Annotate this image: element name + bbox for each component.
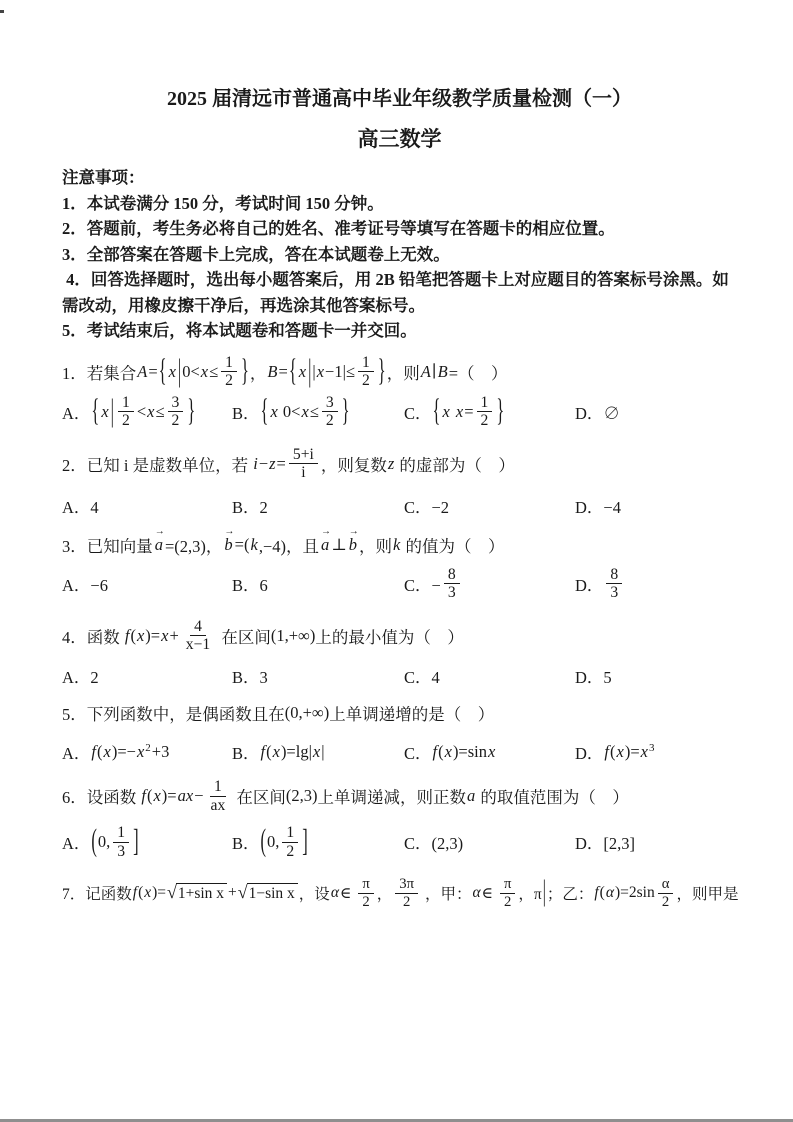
math-big: | — [308, 351, 312, 388]
math-mt: C．− — [404, 575, 441, 595]
math-num: 8 — [444, 566, 460, 585]
math-big: } — [496, 391, 505, 428]
math-mt: A． — [62, 743, 91, 763]
math-mv: f — [604, 741, 610, 761]
math-mt: 1．若集合 — [62, 363, 137, 383]
math-frac — [606, 566, 622, 602]
question-5-option-d — [575, 740, 737, 764]
question-3-option-d — [575, 566, 737, 602]
math-mt: ∣ — [431, 361, 437, 381]
math-mv: f — [594, 884, 599, 902]
notice-item-4: 4．回答选择题时，选出每小题答案后，用 2B 铅笔把答题卡上对应题目的答案标号涂黑。如需改动，用橡皮擦干净后，再选涂其他答案标号。 — [62, 270, 729, 315]
math-den: 2 — [325, 412, 334, 430]
math-num: 3π — [395, 876, 418, 893]
question-4-options — [62, 664, 737, 688]
math-den: 2 — [503, 893, 512, 910]
math-mt: C．−2 — [404, 497, 450, 517]
math-big: { — [91, 391, 100, 428]
math-mv: x — [200, 361, 209, 381]
question-4-option-b — [232, 664, 404, 688]
math-vec: → b — [349, 535, 357, 555]
math-mt: )= — [145, 625, 161, 645]
question-7-stem — [62, 876, 737, 910]
math-mv: A — [420, 361, 431, 381]
math-mv: x — [488, 741, 496, 761]
math-mt: 2．已知 i 是虚数单位，若 — [62, 455, 253, 475]
math-mt: D． — [575, 743, 604, 763]
question-6-option-d — [575, 830, 737, 854]
notice-heading: 注意事项： — [62, 168, 145, 187]
math-den: 2 — [402, 893, 411, 910]
math-mv: x — [301, 401, 309, 421]
math-mv: x — [442, 401, 450, 421]
math-mt: ，则复数 — [320, 455, 387, 475]
math-mt: B． — [232, 403, 260, 423]
question-5-stem — [62, 700, 737, 726]
math-mt: ∈ — [481, 884, 497, 902]
math-mv: f — [132, 884, 138, 902]
math-mt: C． — [404, 743, 432, 763]
math-mv: B — [437, 361, 448, 381]
math-den: 2 — [225, 372, 233, 390]
question-2 — [62, 446, 737, 518]
question-2-options — [62, 494, 737, 518]
math-mt: | — [312, 361, 316, 381]
math-frac — [358, 876, 373, 910]
math-den: 2 — [480, 412, 489, 430]
math-num: α — [658, 876, 674, 893]
math-mv: f — [432, 741, 438, 761]
math-frac — [322, 394, 338, 430]
math-big: ( — [91, 822, 97, 859]
math-mt: (1,+∞) — [270, 625, 316, 645]
math-big: | — [110, 391, 114, 428]
question-7 — [62, 876, 737, 910]
math-num: 3 — [168, 394, 184, 413]
math-mt: 的值为（ ） — [401, 536, 505, 556]
math-mt: 的虚部为（ ） — [395, 455, 515, 475]
math-mt: ，则 — [386, 363, 420, 383]
math-mt: −1|≤ — [325, 361, 355, 381]
question-4 — [62, 618, 737, 688]
math-mv: i — [253, 453, 258, 473]
page-title: 2025 届清远市普通高中毕业年级教学质量检测（一） — [167, 88, 632, 110]
math-mt: A．2 — [62, 667, 99, 687]
math-mt: ≤ — [209, 361, 219, 381]
math-big: } — [377, 351, 386, 388]
question-1 — [62, 351, 737, 430]
question-3-option-a — [62, 572, 232, 596]
question-2-option-d — [575, 494, 737, 518]
math-big: { — [432, 391, 441, 428]
math-sign: √ — [167, 882, 177, 903]
math-frac — [207, 778, 230, 814]
math-mv: α — [472, 884, 481, 902]
math-mt: =（ ） — [448, 363, 508, 383]
math-mv: f — [124, 625, 130, 645]
math-mt: ；乙： — [546, 886, 594, 904]
math-num: 1 — [282, 824, 298, 843]
math-den: 3 — [447, 584, 456, 602]
math-mt: ≤ — [309, 401, 319, 421]
math-vec: → b — [224, 535, 232, 555]
math-mt: 在区间 — [217, 627, 271, 647]
math-mt: ，设 — [298, 886, 330, 904]
math-mt: < — [136, 401, 147, 421]
math-num: 1 — [221, 354, 237, 373]
math-mv: A — [137, 361, 148, 381]
question-1-option-c — [404, 391, 575, 430]
math-mt: +3 — [151, 741, 170, 761]
notice-item-1: 1．本试卷满分 150 分，考试时间 150 分钟。 — [62, 193, 384, 213]
math-num: 1 — [477, 394, 493, 413]
math-mv: k — [393, 534, 401, 554]
math-frac — [289, 446, 318, 482]
question-5-options — [62, 740, 737, 764]
math-mv: x — [136, 625, 145, 645]
math-mt: ( — [266, 741, 272, 761]
math-mt: ∈ — [339, 884, 356, 902]
math-mt: ( — [438, 741, 444, 761]
math-sqrt — [167, 883, 227, 903]
math-mt: ，则 — [359, 536, 393, 556]
math-sbody: 1+sin x — [176, 883, 227, 903]
math-den: 2 — [661, 893, 670, 910]
math-mv: $x^3$ — [640, 741, 655, 761]
math-mt: D．[2,3] — [575, 834, 636, 854]
math-mt: 0< — [278, 401, 301, 421]
math-frac — [168, 394, 184, 430]
math-mv: f — [91, 741, 97, 761]
question-6-option-c — [404, 830, 575, 854]
math-num: π — [358, 876, 373, 893]
math-vec: → a — [321, 535, 329, 555]
question-1-option-b — [232, 391, 404, 430]
math-mt: ( — [599, 884, 605, 902]
math-mv: x — [103, 741, 111, 761]
math-big: | — [177, 351, 182, 388]
math-mt: C．(2,3) — [404, 834, 464, 854]
math-den: 2 — [171, 412, 180, 430]
question-6-stem — [62, 778, 737, 814]
math-mv: x — [272, 741, 280, 761]
math-den: ax — [210, 796, 226, 814]
math-mv: x — [144, 884, 152, 902]
math-mt: ( — [138, 884, 144, 902]
math-mv: z — [269, 453, 276, 473]
math-mt: = — [278, 361, 288, 381]
math-mt: ，π — [518, 886, 542, 904]
math-sqrt — [238, 883, 298, 903]
math-mt: 在区间 — [232, 788, 286, 808]
math-mt: = — [464, 401, 474, 421]
math-mv: f — [260, 741, 266, 761]
math-mv: B — [267, 361, 278, 381]
math-den: 2 — [286, 842, 295, 860]
math-mt: ( — [97, 741, 103, 761]
math-mt: A． — [62, 834, 91, 854]
math-frac — [477, 394, 493, 430]
question-2-option-b — [232, 494, 404, 518]
math-den: i — [301, 464, 306, 482]
question-1-stem — [62, 351, 737, 390]
question-2-option-a — [62, 494, 232, 518]
math-mt: − — [194, 786, 204, 806]
math-mv: x — [312, 741, 321, 761]
math-mt: B．2 — [232, 497, 268, 517]
page-subtitle: 高三数学 — [357, 127, 442, 151]
math-mt: B． — [232, 743, 260, 763]
math-mt: )= — [161, 786, 177, 806]
question-4-stem — [62, 618, 737, 654]
math-frac — [395, 876, 418, 910]
left-edge-scan-mark — [0, 10, 4, 13]
notice-item-2: 2．答题前，考生务必将自己的姓名、准考证号等填写在答题卡的相应位置。 — [62, 219, 615, 238]
math-sign: √ — [237, 882, 248, 903]
math-mt: 的取值范围为（ ） — [476, 788, 629, 808]
math-mv: α — [605, 884, 614, 902]
math-big: } — [187, 391, 196, 428]
question-1-option-d — [575, 400, 737, 424]
question-4-option-c — [404, 664, 575, 688]
math-mt: =(2,3)， — [165, 536, 223, 556]
math-mv: x — [147, 401, 155, 421]
math-mv: x — [270, 401, 278, 421]
question-5 — [62, 700, 737, 764]
math-mt: D．−4 — [575, 497, 621, 517]
math-mt: 0, — [97, 832, 111, 852]
math-den: 3 — [610, 584, 619, 602]
question-3-stem — [62, 526, 737, 558]
math-frac — [282, 824, 298, 860]
math-den: 3 — [117, 842, 126, 860]
math-mv: x — [316, 361, 325, 381]
question-6 — [62, 778, 737, 860]
math-mt: )=− — [111, 741, 136, 761]
math-mt: 7．记函数 — [62, 886, 132, 904]
math-mt: − — [258, 453, 269, 473]
math-mt: | — [321, 741, 325, 761]
question-2-option-c — [404, 494, 575, 518]
math-mt: + — [228, 884, 237, 902]
math-mt: (0,+∞) — [284, 702, 330, 722]
question-4-option-d — [575, 664, 737, 688]
math-big: } — [241, 351, 249, 388]
math-mv: x — [444, 741, 452, 761]
math-mt: 上单调递减，则正数 — [317, 788, 467, 808]
notice-item-3: 3．全部答案在答题卡上完成，答在本试题卷上无效。 — [62, 244, 450, 264]
math-sup: 3 — [648, 741, 655, 754]
math-mt: D．5 — [575, 667, 612, 687]
math-mt: B． — [232, 834, 260, 854]
math-big: } — [341, 391, 350, 428]
math-mt: B．6 — [232, 575, 268, 595]
math-big: ( — [260, 822, 267, 859]
question-3-options — [62, 566, 737, 602]
math-mt: 5．下列函数中，是偶函数且在 — [62, 704, 285, 724]
math-mt: ，则甲是 — [676, 886, 739, 904]
math-mt: ( — [146, 786, 153, 806]
math-mt: =( — [234, 534, 250, 554]
math-mt: ，甲： — [421, 886, 472, 904]
math-mt: )=2sin — [614, 884, 655, 902]
question-6-option-a — [62, 824, 232, 860]
math-frac — [658, 876, 674, 910]
math-big: | — [542, 875, 546, 908]
question-3-option-c — [404, 566, 575, 602]
math-mt: ( — [610, 741, 616, 761]
math-big: ] — [302, 822, 308, 859]
math-mt: 4．函数 — [62, 627, 124, 647]
math-mt: = — [276, 453, 286, 473]
math-mv: x — [101, 401, 109, 421]
math-mv: α — [330, 884, 339, 902]
math-mt: 0, — [267, 832, 280, 852]
notices-section — [62, 165, 737, 344]
math-mt: 6．设函数 — [62, 788, 141, 808]
math-mt: A．4 — [62, 497, 99, 517]
math-mt: D． — [575, 575, 604, 595]
math-frac — [500, 876, 515, 910]
question-1-option-a — [62, 391, 232, 430]
math-mt: B．3 — [232, 667, 268, 687]
math-den: 2 — [361, 372, 370, 390]
math-mt: A．−6 — [62, 575, 108, 595]
math-frac — [358, 354, 374, 390]
math-mt: )=sin — [452, 741, 487, 761]
math-mv: a — [467, 786, 476, 806]
questions-section — [62, 351, 739, 911]
question-5-option-a — [62, 740, 232, 764]
math-mt: ， — [249, 363, 267, 383]
math-num: 3 — [322, 394, 338, 413]
question-4-option-a — [62, 664, 232, 688]
math-num: 1 — [210, 778, 226, 797]
math-frac — [118, 394, 134, 430]
math-mt: ⊥ — [331, 534, 347, 554]
math-sup: 2 — [145, 741, 151, 754]
math-mt: C．4 — [404, 667, 440, 687]
math-mt: C． — [404, 403, 432, 423]
question-3-option-b — [232, 572, 404, 596]
math-mt: 上单调递增的是（ ） — [329, 704, 495, 724]
math-num: 5+i — [289, 446, 318, 465]
math-mt: ， — [376, 886, 393, 904]
math-big: { — [260, 391, 269, 428]
math-mt: 0< — [182, 361, 200, 381]
question-6-option-b — [232, 824, 404, 860]
math-mv: k — [250, 534, 258, 554]
math-frac — [182, 618, 215, 654]
question-2-stem — [62, 446, 737, 482]
math-frac — [444, 566, 460, 602]
math-mt: 上的最小值为（ ） — [315, 627, 464, 647]
math-sbody: 1−sin x — [247, 883, 298, 903]
math-mt: )= — [152, 884, 167, 902]
question-6-options — [62, 824, 737, 860]
math-big: ] — [133, 822, 139, 859]
question-5-option-c — [404, 740, 575, 764]
math-mv: x — [298, 361, 307, 381]
math-frac — [221, 354, 237, 390]
math-mv: x — [161, 625, 169, 645]
math-mt: = — [148, 361, 158, 381]
math-mt: A． — [62, 403, 91, 423]
math-mv: z — [387, 453, 395, 473]
math-big: { — [158, 351, 167, 388]
math-mv: $x^2$ — [136, 741, 151, 761]
math-mv: ax — [177, 786, 194, 806]
question-3 — [62, 526, 737, 602]
math-num: 1 — [358, 354, 374, 373]
question-5-option-b — [232, 740, 404, 764]
math-mv: x — [455, 401, 464, 421]
math-mt: + — [169, 625, 179, 645]
math-den: 2 — [362, 893, 370, 910]
math-mt: ≤ — [155, 401, 165, 421]
math-num: 1 — [113, 824, 129, 843]
math-frac — [113, 824, 129, 860]
math-mt: (2,3) — [285, 786, 318, 806]
math-den: x−1 — [185, 636, 211, 654]
math-vec: → a — [155, 535, 163, 555]
math-big: { — [288, 351, 297, 388]
math-mv: f — [141, 786, 146, 806]
math-num: π — [500, 876, 515, 893]
math-num: 8 — [606, 566, 622, 585]
math-mv: x — [168, 361, 176, 381]
math-mt: 3．已知向量 — [62, 536, 153, 556]
math-mt: )=lg| — [280, 741, 312, 761]
math-num: 1 — [118, 394, 134, 413]
math-mt: D．∅ — [575, 403, 620, 423]
math-num: 4 — [190, 618, 206, 637]
math-mt: ( — [130, 625, 136, 645]
math-mt: ,−4)，且 — [258, 536, 319, 556]
notice-item-5: 5．考试结束后，将本试题卷和答题卡一并交回。 — [62, 321, 417, 340]
math-den: 2 — [121, 412, 130, 430]
question-1-options — [62, 391, 737, 430]
math-mv: x — [616, 741, 624, 761]
math-mv: x — [153, 786, 161, 806]
math-mt: )= — [624, 741, 640, 761]
